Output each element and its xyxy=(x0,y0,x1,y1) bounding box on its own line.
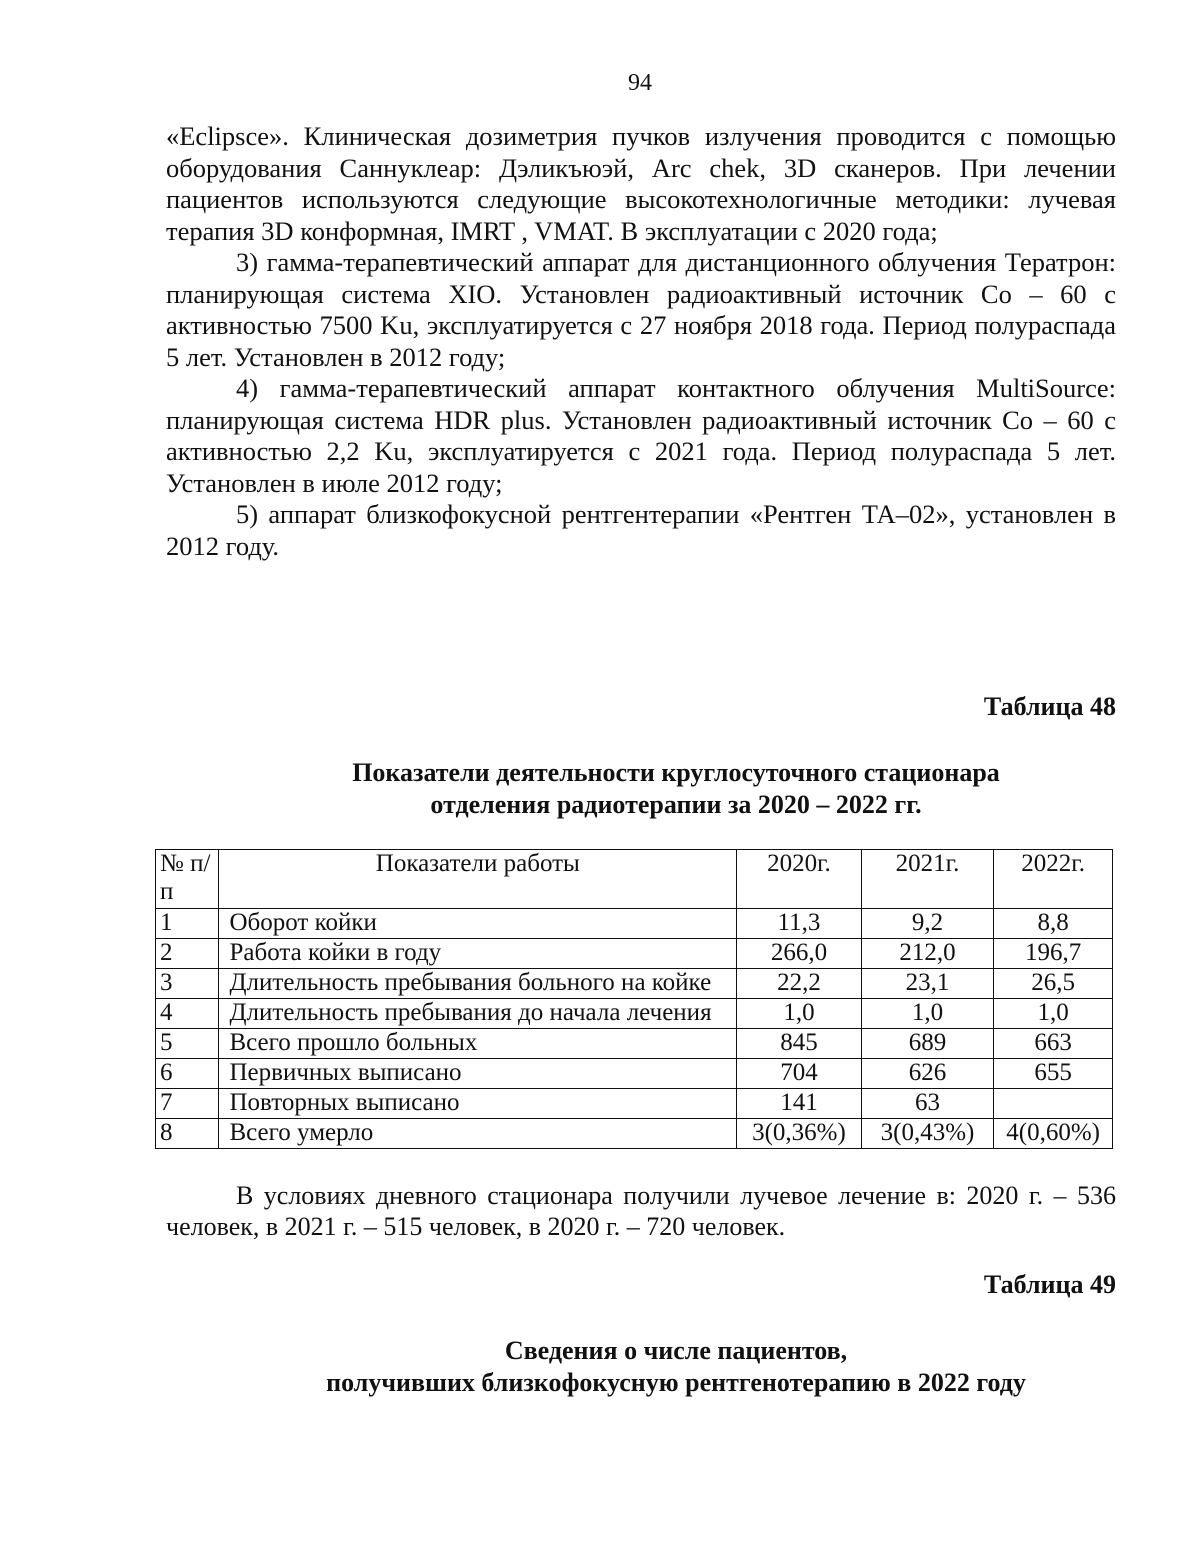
table-49-title-line2: получивших близкофокусную рентгенотерапию в 2022 году xyxy=(326,1368,1026,1397)
row-number: 8 xyxy=(156,1119,219,1149)
table-49-title-line1: Сведения о числе пациентов, xyxy=(504,1336,848,1365)
row-indicator: Длительность пребывания до начала лечения xyxy=(219,999,737,1029)
row-value-2020: 22,2 xyxy=(737,969,862,999)
row-number: 5 xyxy=(156,1029,219,1059)
header-2020: 2020г. xyxy=(737,850,862,909)
row-value-2021: 3(0,43%) xyxy=(861,1119,993,1149)
table-row xyxy=(156,999,1113,1029)
row-indicator: Всего прошло больных xyxy=(219,1029,737,1059)
table-48-title-line1: Показатели деятельности круглосуточного стационара xyxy=(352,758,1000,787)
row-indicator: Первичных выписано xyxy=(219,1059,737,1089)
table-49-label: Таблица 49 xyxy=(983,1270,1116,1299)
row-value-2022 xyxy=(994,1089,1113,1119)
row-number: 4 xyxy=(156,999,219,1029)
row-value-2022: 26,5 xyxy=(994,969,1113,999)
row-value-2022: 8,8 xyxy=(994,909,1113,939)
row-value-2021: 9,2 xyxy=(861,909,993,939)
row-indicator: Длительность пребывания больного на койке xyxy=(219,969,737,999)
table-row xyxy=(156,969,1113,999)
row-value-2022: 196,7 xyxy=(994,939,1113,969)
row-indicator: Повторных выписано xyxy=(219,1089,737,1119)
paragraph-eclipse: «Eclipsce». Клиническая дозиметрия пучков излучения проводится с помощью оборудования Саннуклеар: Дэликъюэй, Arc chek, 3D сканеров. При лечении пациентов используются следующие высокотехнологичные методики: лучевая терапия 3D конформная, IMRT , VMAT. В эксплуатации с 2020 года; xyxy=(166,121,1116,246)
after-table-text xyxy=(166,1180,1116,1242)
row-indicator: Всего умерло xyxy=(219,1119,737,1149)
row-value-2022: 4(0,60%) xyxy=(994,1119,1113,1149)
header-num: № п/п xyxy=(156,850,219,909)
header-2021: 2021г. xyxy=(861,850,993,909)
row-value-2020: 266,0 xyxy=(737,939,862,969)
table-row xyxy=(156,1059,1113,1089)
row-indicator: Работа койки в году xyxy=(219,939,737,969)
row-number: 6 xyxy=(156,1059,219,1089)
paragraph-teratron: 3) гамма-терапевтический аппарат для дистанционного облучения Тератрон: планирующая система XIO. Установлен радиоактивный источник Co – 60 с активностью 7500 Ku, эксплуатируется с 27 ноября 2018 года. Период полураспада 5 лет. Установлен в 2012 году; xyxy=(166,247,1116,372)
row-number: 3 xyxy=(156,969,219,999)
table-row xyxy=(156,909,1113,939)
table-48 xyxy=(155,849,1113,1149)
row-value-2020: 704 xyxy=(737,1059,862,1089)
row-number: 2 xyxy=(156,939,219,969)
row-value-2021: 23,1 xyxy=(861,969,993,999)
row-value-2020: 845 xyxy=(737,1029,862,1059)
row-value-2022: 663 xyxy=(994,1029,1113,1059)
paragraph-multisource: 4) гамма-терапевтический аппарат контактного облучения MultiSource: планирующая система HDR plus. Установлен радиоактивный источник Co – 60 с активностью 2,2 Ku, эксплуатируется с 2021 года. Период полураспада 5 лет. Установлен в июле 2012 году; xyxy=(166,373,1116,498)
row-value-2022: 1,0 xyxy=(994,999,1113,1029)
header-2022: 2022г. xyxy=(994,850,1113,909)
row-value-2021: 1,0 xyxy=(861,999,993,1029)
page-number: 94 xyxy=(628,70,652,96)
row-value-2020: 1,0 xyxy=(737,999,862,1029)
row-value-2020: 141 xyxy=(737,1089,862,1119)
table-header-row xyxy=(156,850,1113,909)
row-value-2021: 689 xyxy=(861,1029,993,1059)
row-value-2022: 655 xyxy=(994,1059,1113,1089)
table-row xyxy=(156,1029,1113,1059)
table-49-title xyxy=(166,1335,1186,1399)
table-row xyxy=(156,1119,1113,1149)
row-value-2020: 11,3 xyxy=(737,909,862,939)
table-row xyxy=(156,1089,1113,1119)
row-value-2021: 212,0 xyxy=(861,939,993,969)
row-value-2021: 63 xyxy=(861,1089,993,1119)
row-indicator: Оборот койки xyxy=(219,909,737,939)
table-48-title xyxy=(166,757,1186,821)
body-text xyxy=(166,121,1116,562)
day-hospital-paragraph: В условиях дневного стационара получили лучевое лечение в: 2020 г. – 536 человек, в 2021 г. – 515 человек, в 2020 г. – 720 человек. xyxy=(166,1181,1116,1241)
paragraph-rentgen: 5) аппарат близкофокусной рентгентерапии «Рентген ТА–02», установлен в 2012 году. xyxy=(166,499,1116,561)
table-48-title-line2: отделения радиотерапии за 2020 – 2022 гг. xyxy=(430,790,922,819)
row-value-2020: 3(0,36%) xyxy=(737,1119,862,1149)
row-value-2021: 626 xyxy=(861,1059,993,1089)
table-48-label: Таблица 48 xyxy=(983,692,1116,721)
table-row xyxy=(156,939,1113,969)
row-number: 1 xyxy=(156,909,219,939)
header-indicator: Показатели работы xyxy=(219,850,737,909)
row-number: 7 xyxy=(156,1089,219,1119)
